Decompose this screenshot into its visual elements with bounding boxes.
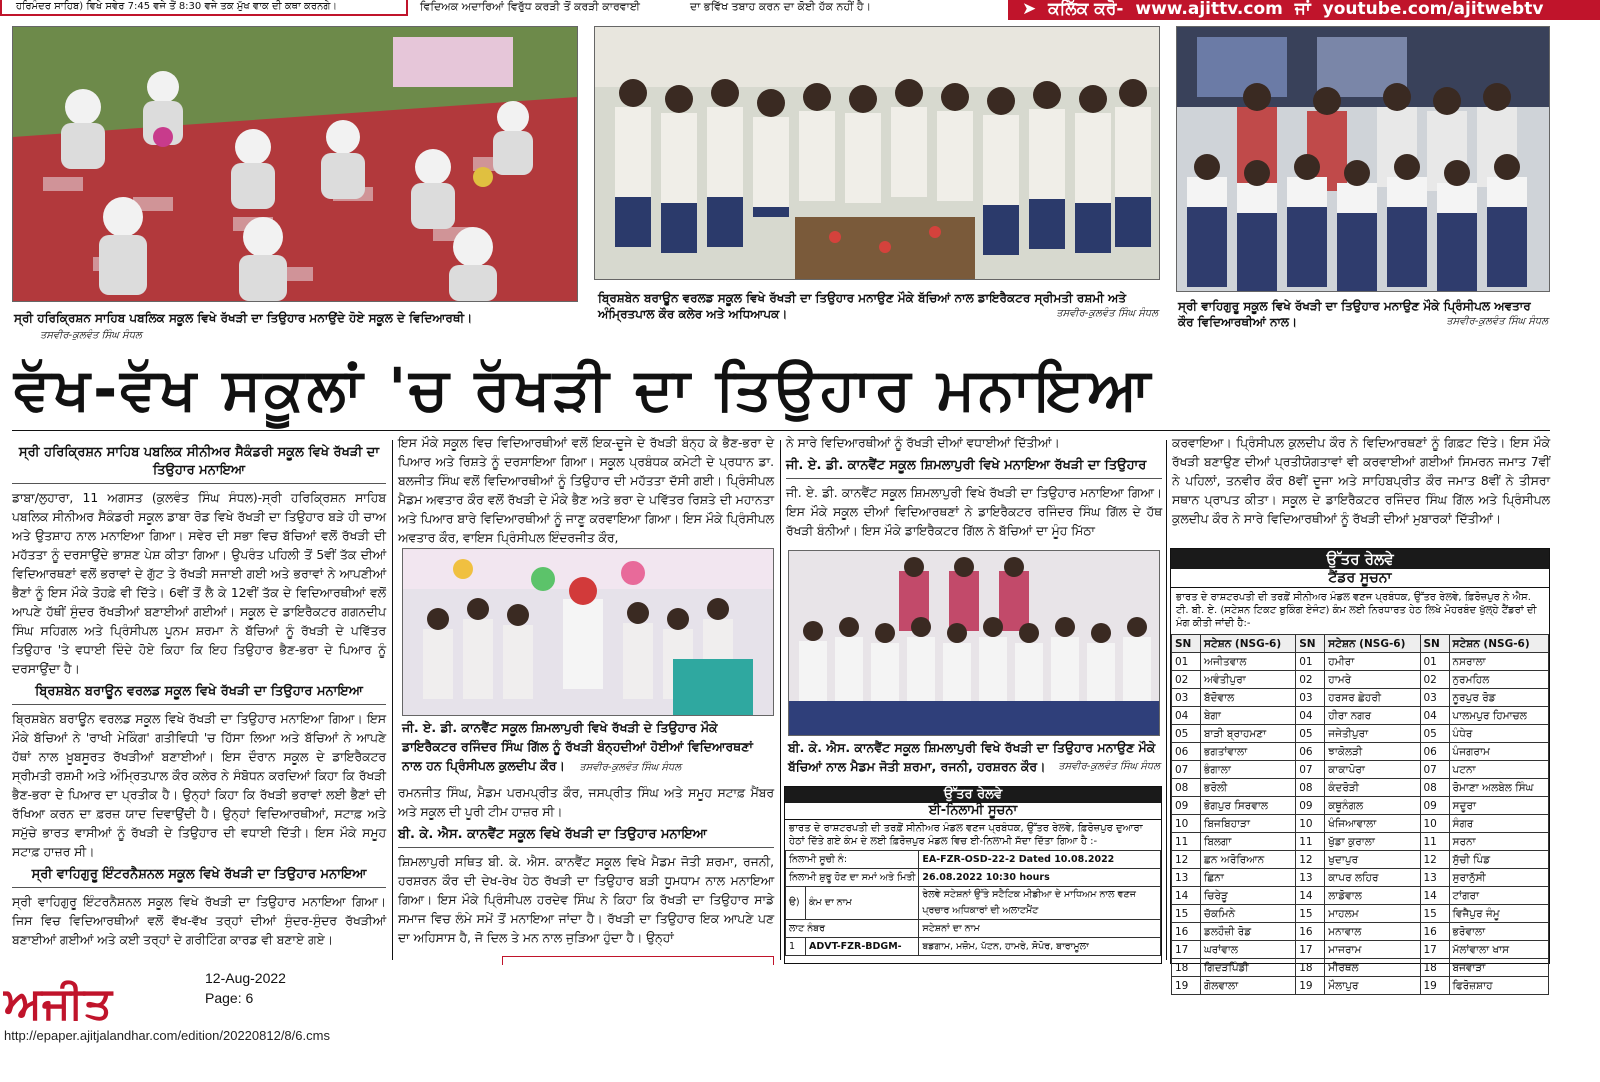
tender-table-body (1172, 653, 1549, 995)
station-sn: 07 (1296, 761, 1325, 779)
page-number: Page: 6 (205, 990, 254, 1006)
station-name: ਟਾਂਗਰਾ (1449, 887, 1549, 905)
railway-tender-notice (1170, 548, 1550, 992)
station-name: ਝਾਕੋਲੜੀ (1325, 743, 1420, 761)
headline-rule (12, 430, 1550, 431)
auction-intro: ਭਾਰਤ ਦੇ ਰਾਸ਼ਟਰਪਤੀ ਦੀ ਤਰਫ਼ੋਂ ਸੀਨੀਅਰ ਮੰਡਲ ਵਣਜ ਪ੍ਰਬੰਧਕ, ਉੱਤਰ ਰੇਲਵੇ, ਫ਼ਿਰੋਜ਼ਪੁਰ ਦੁਆਰਾ ਹੇਠਾਂ ਦਿੱਤੇ ਗਏ ਕੰਮ ਦੇ ਲਈ ਫ਼ਿਰੋਜ਼ਪੁਰ ਮੰਡਲ ਵਿਚ ਈ-ਨਿਲਾਮੀ ਸੱਦਾ ਦਿੱਤਾ ਗਿਆ ਹੈ :- (789, 823, 1143, 847)
table-row (786, 920, 1161, 938)
top-strip-text-1: ਵਿਦਿਅਕ ਅਦਾਰਿਆਂ ਵਿਰੁੱਧ ਕਰੜੀ ਤੋਂ ਕਰੜੀ ਕਾਰਵਾਈ (420, 0, 641, 13)
station-sn: 12 (1420, 851, 1449, 869)
station-name: ਸਦੂਰਾ (1449, 797, 1549, 815)
station-sn: 17 (1296, 941, 1325, 959)
station-sn: 05 (1296, 725, 1325, 743)
station-sn: 04 (1420, 707, 1449, 725)
station-sn: 01 (1420, 653, 1449, 671)
station-name: ਬਿਲਗਾ (1201, 833, 1296, 851)
station-name: ਸੰਗਰ (1449, 815, 1549, 833)
photo-brisbane-brown-group (594, 26, 1160, 280)
tender-intro: ਭਾਰਤ ਦੇ ਰਾਸ਼ਟਰਪਤੀ ਦੀ ਤਰਫ਼ੋਂ ਸੀਨੀਅਰ ਮੰਡਲ ਵਣਜ ਪ੍ਰਬੰਧਕ, ਉੱਤਰ ਰੇਲਵੇ, ਫ਼ਿਰੋਜ਼ਪੁਰ ਨੇ ਐਸ. ਟੀ. ਬੀ. ਏ. (ਸਟੇਸ਼ਨ ਟਿਕਟ ਬੁਕਿੰਗ ਏਜੰਟ) ਕੰਮ ਲਈ ਨਿਰਧਾਰਤ ਹੇਠ ਲਿਖੇ ਮੋਹਰਬੰਦ ਖੁੱਲ੍ਹੇ ਟੈਂਡਰਾਂ ਦੀ ਮੰਗ ਕੀਤੀ ਜਾਂਦੀ ਹੈ:- (1176, 592, 1537, 629)
auction-lot-stations: ਬਡਗਾਮ, ਮਜ਼ੋਮ, ਪੱਟਨ, ਹਾਮਰੇ, ਸੋਪੋਰ, ਬਾਰਾਮੂਲਾ (919, 938, 1161, 956)
pointer-arrow-icon: ➤ (1022, 0, 1037, 19)
table-row (1172, 743, 1549, 761)
station-sn: 06 (1420, 743, 1449, 761)
photo-bks-convent-group (788, 550, 1160, 736)
table-row (1172, 671, 1549, 689)
station-name: ਖੁੱਡਾ ਕੁਰਾਲਾ (1325, 833, 1420, 851)
station-sn: 02 (1296, 671, 1325, 689)
station-sn: 04 (1172, 707, 1201, 725)
ajittv-banner (1008, 0, 1600, 20)
station-name: ਪਾਲਮਪੁਰ ਹਿਮਾਚਲ (1449, 707, 1549, 725)
table-row (1172, 923, 1549, 941)
station-name: ਪਟਨਾ (1449, 761, 1549, 779)
station-name: ਨਸਰਾਲਾ (1449, 653, 1549, 671)
station-name: ਖੰਜਿਆਵਾਲਾ (1325, 815, 1420, 833)
station-name: ਬਜਵਾੜਾ (1449, 959, 1549, 977)
column-2-lower (398, 784, 774, 956)
article-paragraph: ਰਮਨਜੀਤ ਸਿੰਘ, ਮੈਡਮ ਪਰਮਪ੍ਰੀਤ ਕੌਰ, ਜਸਪ੍ਰੀਤ ਸਿੰਘ ਅਤੇ ਸਮੂਹ ਸਟਾਫ਼ ਮੈਂਬਰ ਅਤੇ ਸਕੂਲ ਦੀ ਪੂਰੀ ਟੀਮ ਹਾਜ਼ਰ ਸੀ। (398, 786, 774, 819)
station-name: ਬਾੜੀ ਬ੍ਰਾਹਮਣਾ (1201, 725, 1296, 743)
table-row (786, 869, 1161, 887)
station-sn: 12 (1172, 851, 1201, 869)
station-sn: 06 (1296, 743, 1325, 761)
photo-credit-1: ਤਸਵੀਰ-ਕੁਲਵੰਤ ਸਿੰਘ ਸੰਧਲ (40, 330, 142, 341)
column-divider (1166, 440, 1167, 960)
table-row (786, 851, 1161, 869)
column-2 (398, 434, 774, 546)
station-name: ਮੱਲਾਂਵਾਲਾ ਖਾਸ (1449, 941, 1549, 959)
article-paragraph: ਸ੍ਰੀ ਵਾਹਿਗੁਰੂ ਇੰਟਰਨੈਸ਼ਨਲ ਸਕੂਲ ਵਿਖੇ ਰੱਖੜੀ ਦਾ ਤਿਉਹਾਰ ਮਨਾਇਆ ਗਿਆ। ਜਿਸ ਵਿਚ ਵਿਦਿਆਰਥੀਆਂ ਵਲੋਂ ਵੱਖ-ਵੱਖ ਤਰ੍ਹਾਂ ਦੀਆਂ ਸੁੰਦਰ-ਸੁੰਦਰ ਰੱਖੜੀਆਂ ਬਣਾਈਆਂ ਗਈਆਂ ਅਤੇ ਕਈ ਤਰ੍ਹਾਂ ਦੇ ਗਰੀਟਿੰਗ ਕਾਰਡ ਵੀ ਬਣਾਏ ਗਏ। (12, 895, 386, 947)
station-name: ਖੁਦਾਪੁਰ (1325, 851, 1420, 869)
column-3 (786, 434, 1162, 546)
station-name: ਅਜੀਤਵਾਲ (1201, 653, 1296, 671)
station-name: ਮਾਹਲਮ (1325, 905, 1420, 923)
top-notice-box: ਹਰਿਮੰਦਰ ਸਾਹਿਬ) ਵਿਖੇ ਸਵੇਰ 7:45 ਵਜੇ ਤੋਂ 8:30 ਵਜੇ ਤਕ ਮੁੱਖ ਵਾਕ ਦੀ ਕਥਾ ਕਰਨਗੇ। (0, 0, 408, 16)
col-header-station: ਸਟੇਸ਼ਨ (NSG-6) (1201, 635, 1296, 653)
station-name: ਭੋਗਪੁਰ ਸਿਰਵਾਲ (1201, 797, 1296, 815)
ajittv-link[interactable]: www.ajittv.com (1135, 0, 1283, 19)
station-sn: 07 (1172, 761, 1201, 779)
article-paragraph: ਇਸ ਮੌਕੇ ਸਕੂਲ ਵਿਚ ਵਿਦਿਆਰਥੀਆਂ ਵਲੋਂ ਇਕ-ਦੂਜੇ ਦੇ ਰੱਖੜੀ ਬੰਨ੍ਹ ਕੇ ਭੈਣ-ਭਰਾ ਦੇ ਪਿਆਰ ਅਤੇ ਰਿਸ਼ਤੇ ਨੂੰ ਦਰਸਾਇਆ ਗਿਆ। ਸਕੂਲ ਪ੍ਰਬੰਧਕ ਕਮੇਟੀ ਦੇ ਪ੍ਰਧਾਨ ਡਾ. ਬਲਜੀਤ ਸਿੰਘ ਵਲੋਂ ਵਿਦਿਆਰਥੀਆਂ ਨੂੰ ਤਿਉਹਾਰ ਦੀ ਮਹੱਤਤਾ ਦੱਸੀ ਗਈ। ਪ੍ਰਿੰਸੀਪਲ ਮੈਡਮ ਅਵਤਾਰ ਕੌਰ ਵਲੋਂ ਰੱਖੜੀ ਦੇ ਮੌਕੇ ਭੈਣ ਅਤੇ ਭਰਾ ਦੇ ਪਵਿੱਤਰ ਰਿਸ਼ਤੇ ਦੀ ਮਹਾਨਤਾ ਅਤੇ ਪਿਆਰ ਬਾਰੇ ਵਿਦਿਆਰਥੀਆਂ ਨੂੰ ਜਾਣੂ ਕਰਵਾਇਆ ਗਿਆ। ਇਸ ਮੌਕੇ ਪ੍ਰਿੰਸੀਪਲ ਅਵਤਾਰ ਕੌਰ, ਵਾਇਸ ਪ੍ਰਿੰਸੀਪਲ ਇੰਦਰਜੀਤ ਕੌਰ, (398, 436, 774, 545)
auction-work-label: ਕੰਮ ਦਾ ਨਾਮ (806, 887, 919, 920)
station-sn: 09 (1420, 797, 1449, 815)
table-row (1172, 689, 1549, 707)
article-paragraph: ਬ੍ਰਿਸ਼ਬੇਨ ਬਰਾਊਨ ਵਰਲਡ ਸਕੂਲ ਵਿਖੇ ਰੱਖੜੀ ਦਾ ਤਿਉਹਾਰ ਮਨਾਇਆ ਗਿਆ। ਇਸ ਮੌਕੇ ਬੱਚਿਆਂ ਨੇ 'ਰਾਖੀ ਮੇਕਿੰਗ' ਗਤੀਵਿਧੀ 'ਚ ਹਿੱਸਾ ਲਿਆ ਅਤੇ ਬੱਚਿਆਂ ਨੇ ਆਪਣੇ ਹੱਥਾਂ ਨਾਲ ਖ਼ੂਬਸੂਰਤ ਰੱਖੜੀਆਂ ਬਣਾਈਆਂ। ਇਸ ਦੌਰਾਨ ਸਕੂਲ ਦੇ ਡਾਇਰੈਕਟਰ ਸ੍ਰੀਮਤੀ ਰਸ਼ਮੀ ਅਤੇ ਅੰਮ੍ਰਿਤਪਾਲ ਕੌਰ ਕਲੇਰ ਨੇ ਸੰਬੋਧਨ ਕਰਦਿਆਂ ਕਿਹਾ ਕਿ ਰੱਖੜੀ ਭੈਣ-ਭਰਾ ਦੇ ਪਿਆਰ ਦਾ ਪ੍ਰਤੀਕ ਹੈ। ਉਨ੍ਹਾਂ ਕਿਹਾ ਕਿ ਰੱਖੜੀ ਭਰਾਵਾਂ ਲਈ ਭੈਣਾਂ ਦੀ ਰੱਖਿਆ ਕਰਨ ਦਾ ਫ਼ਰਜ਼ ਯਾਦ ਦਿਵਾਉਂਦੀ ਹੈ। ਉਨ੍ਹਾਂ ਵਿਦਿਆਰਥੀਆਂ, ਸਟਾਫ਼ ਅਤੇ ਸਮੁੱਚੇ ਭਾਰਤ ਵਾਸੀਆਂ ਨੂੰ ਰੱਖੜੀ ਦੇ ਤਿਉਹਾਰ ਦੀ ਵਧਾਈ ਦਿੱਤੀ। ਇਸ ਮੌਕੇ ਸਮੂਹ ਸਟਾਫ਼ ਹਾਜ਼ਰ ਸੀ। (12, 712, 386, 859)
photo-children-rakhi-floor (12, 26, 578, 302)
table-row (1172, 797, 1549, 815)
auction-lot-label: ਲਾਟ ਨੰਬਰ (786, 920, 919, 938)
station-sn: 16 (1420, 923, 1449, 941)
station-sn: 15 (1296, 905, 1325, 923)
article-paragraph: ਕਰਵਾਇਆ। ਪ੍ਰਿੰਸੀਪਲ ਕੁਲਦੀਪ ਕੌਰ ਨੇ ਵਿਦਿਆਰਥਣਾਂ ਨੂੰ ਗਿਫ਼ਟ ਦਿੱਤੇ। ਇਸ ਮੌਕੇ ਰੱਖੜੀ ਬਣਾਉਣ ਦੀਆਂ ਪ੍ਰਤੀਯੋਗਤਾਵਾਂ ਵੀ ਕਰਵਾਈਆਂ ਗਈਆਂ ਸਿਮਰਨ ਜਮਾਤ 7ਵੀਂ ਨੇ ਪਹਿਲਾਂ, ਤਨਵੀਰ ਕੌਰ 8ਵੀਂ ਦੂਜਾ ਅਤੇ ਸਾਹਿਬਪ੍ਰੀਤ ਕੌਰ ਜਮਾਤ 8ਵੀਂ ਨੇ ਤੀਸਰਾ ਸਥਾਨ ਪ੍ਰਾਪਤ ਕੀਤਾ। ਸਕੂਲ ਦੇ ਡਾਇਰੈਕਟਰ ਰਜਿੰਦਰ ਸਿੰਘ ਗਿੱਲ ਅਤੇ ਪ੍ਰਿੰਸੀਪਲ ਕੁਲਦੀਪ ਕੌਰ ਨੇ ਸਾਰੇ ਵਿਦਿਆਰਥੀਆਂ ਨੂੰ ਰੱਖੜੀ ਦੀਆਂ ਮੁਬਾਰਕਾਂ ਦਿੱਤੀਆਂ। (1172, 436, 1550, 526)
station-sn: 05 (1172, 725, 1201, 743)
station-sn: 01 (1172, 653, 1201, 671)
subheading-harikrishan-school: ਸ੍ਰੀ ਹਰਿਕ੍ਰਿਸ਼ਨ ਸਾਹਿਬ ਪਬਲਿਕ ਸੀਨੀਅਰ ਸੈਕੰਡਰੀ ਸਕੂਲ ਵਿਖੇ ਰੱਖੜੀ ਦਾ ਤਿਉਹਾਰ ਮਨਾਇਆ (12, 444, 386, 484)
photo-caption-1-text: ਸ੍ਰੀ ਹਰਿਕ੍ਰਿਸ਼ਨ ਸਾਹਿਬ ਪਬਲਿਕ ਸਕੂਲ ਵਿਖੇ ਰੱਖੜੀ ਦਾ ਤਿਉਹਾਰ ਮਨਾਉਂਦੇ ਹੋਏ ਸਕੂਲ ਦੇ ਵਿਦਿਆਰਥੀ। (14, 311, 473, 325)
station-name: ਭੰਗਾਲਾ (1201, 761, 1296, 779)
station-sn: 17 (1420, 941, 1449, 959)
station-name: ਚੱਕਮਿਨੇ (1201, 905, 1296, 923)
station-sn: 19 (1172, 977, 1201, 995)
station-sn: 08 (1296, 779, 1325, 797)
auction-subhead: ਈ-ਨਿਲਾਮੀ ਸੂਚਨਾ (785, 803, 1161, 820)
ajit-logo (2, 978, 190, 1029)
col-header-station: ਸਟੇਸ਼ਨ (NSG-6) (1449, 635, 1549, 653)
table-row (786, 938, 1161, 956)
youtube-link[interactable]: youtube.com/ajitwebtv (1322, 0, 1544, 19)
station-name: ਗੋਲਵਾਲਾ (1201, 977, 1296, 995)
station-name: ਰੋਮਾਣਾ ਅਲਬੇਲ ਸਿੰਘ (1449, 779, 1549, 797)
station-sn: 07 (1420, 761, 1449, 779)
column-1 (12, 440, 386, 960)
photo-gad-convent-rakhi (402, 548, 774, 716)
table-header-row (1172, 635, 1549, 653)
station-name: ਹਮੀਰਾ (1325, 653, 1420, 671)
photo-caption-2-text: ਬ੍ਰਿਸ਼ਬੇਨ ਬਰਾਊਨ ਵਰਲਡ ਸਕੂਲ ਵਿਖੇ ਰੱਖੜੀ ਦਾ ਤਿਉਹਾਰ ਮਨਾਉਣ ਮੌਕੇ ਬੱਚਿਆਂ ਨਾਲ ਡਾਇਰੈਕਟਰ ਸ੍ਰੀਮਤੀ ਰਸ਼ਮੀ ਅਤੇ ਅੰਮ੍ਰਿਤਪਾਲ ਕੌਰ ਕਲੇਰ ਅਤੇ ਅਧਿਆਪਕ। (598, 291, 1127, 321)
article-paragraph: ਡਾਬਾ/ਲੁਹਾਰਾ, 11 ਅਗਸਤ (ਕੁਲਵੰਤ ਸਿੰਘ ਸੰਧਲ)-ਸ੍ਰੀ ਹਰਿਕ੍ਰਿਸ਼ਨ ਸਾਹਿਬ ਪਬਲਿਕ ਸੀਨੀਅਰ ਸੈਕੰਡਰੀ ਸਕੂਲ ਡਾਬਾ ਰੋਡ ਵਿਖੇ ਰੱਖੜੀ ਦਾ ਤਿਉਹਾਰ ਬੜੇ ਹੀ ਚਾਅ ਅਤੇ ਉਤਸ਼ਾਹ ਨਾਲ ਮਨਾਇਆ ਗਿਆ। ਸਵੇਰ ਦੀ ਸਭਾ ਵਿਚ ਬੱਚਿਆਂ ਵਲੋਂ ਰੱਖੜੀ ਦੀ ਮਹੱਤਤਾ ਨੂੰ ਦਰਸਾਉਂਦੇ ਭਾਸ਼ਣ ਪੇਸ਼ ਕੀਤਾ ਗਿਆ। ਉਪਰੰਤ ਪਹਿਲੀ ਤੋਂ 5ਵੀਂ ਤੱਕ ਦੀਆਂ ਵਿਦਿਆਰਥਣਾਂ ਵਲੋਂ ਭਰਾਵਾਂ ਦੇ ਗੁੱਟ ਤੇ ਰੱਖੜੀ ਸਜਾਈ ਗਈ ਅਤੇ ਭਰਾਵਾਂ ਨੇ ਆਪਣੀਆਂ ਭੈਣਾਂ ਨੂੰ ਇਸ ਮੌਕੇ ਤੋਹਫ਼ੇ ਵੀ ਦਿੱਤੇ। 6ਵੀਂ ਤੋਂ ਲੈ ਕੇ 12ਵੀਂ ਤੱਕ ਦੇ ਵਿਦਿਆਰਥੀਆਂ ਵਲੋਂ ਆਪਣੇ ਹੱਥੀਂ ਸੁੰਦਰ ਰੱਖੜੀਆਂ ਬਣਾਈਆਂ ਗਈਆਂ। ਸਕੂਲ ਦੇ ਡਾਇਰੈਕਟਰ ਗਗਨਦੀਪ ਸਿੰਘ ਸਹਿਗਲ ਅਤੇ ਪ੍ਰਿੰਸੀਪਲ ਪੂਨਮ ਸ਼ਰਮਾ ਨੇ ਬੱਚਿਆਂ ਨੂੰ ਰੱਖੜੀ ਦੇ ਪਵਿੱਤਰ ਤਿਉਹਾਰ 'ਤੇ ਵਧਾਈ ਦਿੰਦੇ ਹੋਏ ਕਿਹਾ ਕਿ ਇਹ ਤਿਉਹਾਰ ਭੈਣ-ਭਰਾ ਦੇ ਪਿਆਰ ਨੂੰ ਦਰਸਾਉਂਦਾ ਹੈ। (12, 491, 386, 676)
station-name: ਭਰੋਵਾਲਾ (1449, 923, 1549, 941)
main-headline: ਵੱਖ-ਵੱਖ ਸਕੂਲਾਂ 'ਚ ਰੱਖੜੀ ਦਾ ਤਿਉਹਾਰ ਮਨਾਇਆ (14, 355, 1154, 423)
station-sn: 16 (1172, 923, 1201, 941)
auction-head: ਉੱਤਰ ਰੇਲਵੇ (785, 787, 1161, 803)
photo-caption-3-text: ਸ੍ਰੀ ਵਾਹਿਗੁਰੂ ਸਕੂਲ ਵਿਖੇ ਰੱਖੜੀ ਦਾ ਤਿਉਹਾਰ ਮਨਾਉਣ ਮੌਕੇ ਪ੍ਰਿੰਸੀਪਲ ਅਵਤਾਰ ਕੌਰ ਵਿਦਿਆਰਥੀਆਂ ਨਾਲ। (1178, 299, 1531, 329)
station-sn: 13 (1296, 869, 1325, 887)
station-name: ਪੰਜਗਰਾਮ (1449, 743, 1549, 761)
photo-caption-bks-text: ਬੀ. ਕੇ. ਐਸ. ਕਾਨਵੈਂਟ ਸਕੂਲ ਸ਼ਿਮਲਾਪੁਰੀ ਵਿਖੇ ਰੱਖੜੀ ਦਾ ਤਿਉਹਾਰ ਮਨਾਉਣ ਮੌਕੇ ਬੱਚਿਆਂ ਨਾਲ ਮੈਡਮ ਜੋਤੀ ਸ਼ਰਮਾ, ਰਜਨੀ, ਹਰਸ਼ਰਨ ਕੌਰ। (788, 740, 1156, 774)
station-name: ਹਾਮਰੇ (1325, 671, 1420, 689)
station-name: ਕਥੂਨੰਗਲ (1325, 797, 1420, 815)
station-sn: 12 (1296, 851, 1325, 869)
station-sn: 10 (1420, 815, 1449, 833)
station-sn: 18 (1420, 959, 1449, 977)
photo-caption-gad-text: ਜੀ. ਏ. ਡੀ. ਕਾਨਵੈਂਟ ਸਕੂਲ ਸ਼ਿਮਲਾਪੁਰੀ ਵਿਖੇ ਰੱਖੜੀ ਦੇ ਤਿਉਹਾਰ ਮੌਕੇ ਡਾਇਰੈਕਟਰ ਰਜਿੰਦਰ ਸਿੰਘ ਗਿੱਲ ਨੂੰ ਰੱਖੜੀ ਬੰਨ੍ਹਦੀਆਂ ਹੋਈਆਂ ਵਿਦਿਆਰਥਣਾਂ ਨਾਲ ਹਨ ਪ੍ਰਿੰਸੀਪਲ ਕੁਲਦੀਪ ਕੌਰ। (402, 720, 753, 773)
auction-row-num: ੳ) (786, 887, 806, 920)
station-name: ਨੂਰਪੁਰ ਰੋਡ (1449, 689, 1549, 707)
station-name: ਨੁਰਮਹਿਲ (1449, 671, 1549, 689)
auction-start-value: 26.08.2022 10:30 hours (919, 869, 1161, 887)
table-row (1172, 941, 1549, 959)
station-name: ਸੁਰਾਨੁੱਸੀ (1449, 869, 1549, 887)
station-sn: 05 (1420, 725, 1449, 743)
station-sn: 02 (1172, 671, 1201, 689)
station-sn: 11 (1296, 833, 1325, 851)
photo-caption-2 (598, 290, 1158, 322)
station-name: ਭਗਤਾਂਵਾਲਾ (1201, 743, 1296, 761)
table-row (1172, 815, 1549, 833)
subheading-gad-convent: ਜੀ. ਏ. ਡੀ. ਕਾਨਵੈਂਟ ਸਕੂਲ ਸ਼ਿਮਲਾਪੁਰੀ ਵਿਖੇ ਮਨਾਇਆ ਰੱਖੜੀ ਦਾ ਤਿਉਹਾਰ (786, 457, 1162, 479)
photo-caption-gad-convent (402, 718, 774, 777)
column-divider (780, 440, 781, 960)
article-paragraph: ਸ਼ਿਮਲਾਪੁਰੀ ਸਥਿਤ ਬੀ. ਕੇ. ਐਸ. ਕਾਨਵੈਂਟ ਸਕੂਲ ਵਿਖੇ ਮੈਡਮ ਜੋਤੀ ਸ਼ਰਮਾ, ਰਜਨੀ, ਹਰਸ਼ਰਨ ਕੌਰ ਦੀ ਦੇਖ-ਰੇਖ ਹੇਠ ਰੱਖੜੀ ਦਾ ਤਿਉਹਾਰ ਬੜੀ ਧੂਮਧਾਮ ਨਾਲ ਮਨਾਇਆ ਗਿਆ। ਇਸ ਮੌਕੇ ਪ੍ਰਿੰਸੀਪਲ ਹਰਦੇਵ ਸਿੰਘ ਨੇ ਕਿਹਾ ਕਿ ਰੱਖੜੀ ਦਾ ਤਿਉਹਾਰ ਸਾਡੇ ਸਮਾਜ ਵਿਚ ਲੰਮੇ ਸਮੇਂ ਤੋਂ ਮਨਾਇਆ ਜਾਂਦਾ ਹੈ। ਰੱਖੜੀ ਦਾ ਤਿਉਹਾਰ ਇਕ ਆਪਣੇ ਪਣ ਦਾ ਅਹਿਸਾਸ ਹੈ, ਜੋ ਦਿਲ ਤੇ ਮਨ ਨਾਲ ਜੁੜਿਆ ਹੁੰਦਾ ਹੈ। ਉਨ੍ਹਾਂ (398, 855, 774, 945)
station-sn: 10 (1172, 815, 1201, 833)
station-name: ਲਾਡੋਵਾਲ (1325, 887, 1420, 905)
station-sn: 04 (1296, 707, 1325, 725)
station-sn: 11 (1420, 833, 1449, 851)
station-sn: 13 (1172, 869, 1201, 887)
photo-caption-3 (1178, 298, 1548, 330)
auction-lot-value: ਸਟੇਸ਼ਨਾਂ ਦਾ ਨਾਮ (919, 920, 1161, 938)
epaper-url[interactable]: http://epaper.ajitjalandhar.com/edition/20220812/8/6.cms (4, 1028, 330, 1043)
subheading-waheguru-international: ਸ੍ਰੀ ਵਾਹਿਗੁਰੂ ਇੰਟਰਨੈਸ਼ਨਲ ਸਕੂਲ ਵਿਖੇ ਰੱਖੜੀ ਦਾ ਤਿਉਹਾਰ ਮਨਾਇਆ (12, 866, 386, 888)
auction-table (785, 850, 1161, 956)
table-row (1172, 779, 1549, 797)
photo-credit-2: ਤਸਵੀਰ-ਕੁਲਵੰਤ ਸਿੰਘ ਸੰਧਲ (1056, 308, 1158, 319)
table-row (1172, 707, 1549, 725)
col-header-sn: SN (1296, 635, 1325, 653)
column-4 (1172, 434, 1550, 546)
ajit-logo-text: ਅਜੀਤ (4, 978, 112, 1029)
station-name: ਕਾਕਾਪੋਰਾ (1325, 761, 1420, 779)
click-label: ਕਲਿੱਕ ਕਰੋ- (1048, 0, 1124, 19)
station-name: ਹੀਰਾ ਨਗਰ (1325, 707, 1420, 725)
station-name: ਮਨਾਵਾਲ (1325, 923, 1420, 941)
station-sn: 15 (1172, 905, 1201, 923)
station-name: ਬੱਦੋਵਾਲ (1201, 689, 1296, 707)
station-name: ਮੌਲਾਪੁਰ (1325, 977, 1420, 995)
photo-credit-3: ਤਸਵੀਰ-ਕੁਲਵੰਤ ਸਿੰਘ ਸੰਧਲ (1446, 316, 1548, 327)
auction-list-label: ਨਿਲਾਮੀ ਸੂਚੀ ਨੰ: (786, 851, 919, 869)
photo-credit-gad: ਤਸਵੀਰ-ਕੁਲਵੰਤ ਸਿੰਘ ਸੰਧਲ (579, 762, 682, 773)
station-sn: 10 (1296, 815, 1325, 833)
tender-subhead: ਟੈਂਡਰ ਸੂਚਨਾ (1171, 569, 1549, 588)
station-sn: 01 (1296, 653, 1325, 671)
station-sn: 15 (1420, 905, 1449, 923)
station-sn: 19 (1296, 977, 1325, 995)
station-name: ਵਿਜੈਪੁਰ ਜੰਮੂ (1449, 905, 1549, 923)
station-name: ਹਰਸਰ ਛੇਹਰੀ (1325, 689, 1420, 707)
station-sn: 08 (1420, 779, 1449, 797)
cutoff-red-box (502, 956, 774, 965)
station-name: ਪੰਧੇਰ (1449, 725, 1549, 743)
column-divider (392, 440, 393, 960)
or-label: ਜਾਂ (1294, 0, 1311, 19)
subheading-bks-convent: ਬੀ. ਕੇ. ਐਸ. ਕਾਨਵੈਂਟ ਸਕੂਲ ਵਿਖੇ ਰੱਖੜੀ ਦਾ ਤਿਉਹਾਰ ਮਨਾਇਆ (398, 826, 774, 848)
col-header-sn: SN (1172, 635, 1201, 653)
station-name: ਮਾਜਰਾਮ (1325, 941, 1420, 959)
table-row (1172, 905, 1549, 923)
station-sn: 19 (1420, 977, 1449, 995)
station-name: ਕਾਪਰ ਲਹਿਰ (1325, 869, 1420, 887)
station-sn: 03 (1420, 689, 1449, 707)
railway-auction-notice (784, 786, 1162, 964)
table-row (1172, 887, 1549, 905)
tender-head: ਉੱਤਰ ਰੇਲਵੇ (1171, 549, 1549, 569)
station-name: ਕੰਦਰੋੜੀ (1325, 779, 1420, 797)
station-name: ਜਜੇਤੀਪੁਰਾ (1325, 725, 1420, 743)
photo-waheguru-school-group (1176, 26, 1550, 292)
table-row (1172, 725, 1549, 743)
col-header-station: ਸਟੇਸ਼ਨ (NSG-6) (1325, 635, 1420, 653)
station-sn: 13 (1420, 869, 1449, 887)
station-name: ਘਰਾਂਵਾਲ (1201, 941, 1296, 959)
station-name: ਸਰਨਾ (1449, 833, 1549, 851)
col-header-sn: SN (1420, 635, 1449, 653)
top-strip (0, 0, 1600, 20)
station-name: ਸੁੱਚੀ ਪਿੰਡ (1449, 851, 1549, 869)
station-sn: 09 (1172, 797, 1201, 815)
station-name: ਮੀਰਥਲ (1325, 959, 1420, 977)
station-name: ਚਿਰੇੜੂ (1201, 887, 1296, 905)
station-sn: 14 (1296, 887, 1325, 905)
station-name: ਛਨ ਅਰੋਰਿਆਨ (1201, 851, 1296, 869)
auction-list-value: EA-FZR-OSD-22-2 Dated 10.08.2022 (919, 851, 1161, 869)
station-sn: 14 (1172, 887, 1201, 905)
tender-stations-table (1171, 634, 1549, 995)
subheading-brisbane-brown: ਬ੍ਰਿਸ਼ਬੇਨ ਬਰਾਊਨ ਵਰਲਡ ਸਕੂਲ ਵਿਖੇ ਰੱਖੜੀ ਦਾ ਤਿਉਹਾਰ ਮਨਾਇਆ (12, 683, 386, 705)
table-row (1172, 977, 1549, 995)
table-row (1172, 653, 1549, 671)
table-row (1172, 869, 1549, 887)
station-sn: 02 (1420, 671, 1449, 689)
auction-work-value: ਰੇਲਵੇ ਸਟੇਸ਼ਨਾਂ ਉੱਤੇ ਸਟੈਟਿਕ ਮੀਡੀਆ ਦੇ ਮਾਧਿਅਮ ਨਾਲ ਵਣਜ ਪ੍ਰਚਾਰ ਅਧਿਕਾਰਾਂ ਦੀ ਅਲਾਟਮੈਂਟ (919, 887, 1161, 920)
article-paragraph: ਜੀ. ਏ. ਡੀ. ਕਾਨਵੈਂਟ ਸਕੂਲ ਸ਼ਿਮਲਾਪੁਰੀ ਵਿਖੇ ਰੱਖੜੀ ਦਾ ਤਿਉਹਾਰ ਮਨਾਇਆ ਗਿਆ। ਇਸ ਮੌਕੇ ਸਕੂਲ ਦੀਆਂ ਵਿਦਿਆਰਥਣਾਂ ਨੇ ਡਾਇਰੈਕਟਰ ਰਜਿੰਦਰ ਸਿੰਘ ਗਿੱਲ ਦੇ ਹੱਥ ਰੱਖੜੀ ਬੰਨੀਆਂ। ਇਸ ਮੌਕੇ ਡਾਇਰੈਕਟਰ ਗਿੱਲ ਨੇ ਬੱਚਿਆਂ ਦਾ ਮੂੰਹ ਮਿੱਠਾ (786, 486, 1162, 538)
table-row (1172, 833, 1549, 851)
station-name: ਛਿਨਾ (1201, 869, 1296, 887)
station-name: ਡਲਹੌਜ਼ੀ ਰੋਡ (1201, 923, 1296, 941)
station-sn: 18 (1296, 959, 1325, 977)
article-paragraph: ਨੇ ਸਾਰੇ ਵਿਦਿਆਰਥੀਆਂ ਨੂੰ ਰੱਖੜੀ ਦੀਆਂ ਵਧਾਈਆਂ ਦਿੱਤੀਆਂ। (786, 436, 1060, 450)
table-row (1172, 959, 1549, 977)
auction-lot-num: 1 (786, 938, 806, 956)
station-name: ਫਿਰੋਜ਼ਸ਼ਾਹ (1449, 977, 1549, 995)
station-sn: 11 (1172, 833, 1201, 851)
auction-start-label: ਨਿਲਾਮੀ ਸ਼ੁਰੂ ਹੋਣ ਦਾ ਸਮਾਂ ਅਤੇ ਮਿਤੀ (786, 869, 919, 887)
station-sn: 18 (1172, 959, 1201, 977)
edition-date: 12-Aug-2022 (205, 970, 286, 986)
table-row (1172, 761, 1549, 779)
top-strip-text-2: ਦਾ ਭਵਿੱਖ ਤਬਾਹ ਕਰਨ ਦਾ ਕੋਈ ਹੱਕ ਨਹੀਂ ਹੈ। (690, 0, 872, 13)
photo-caption-1 (14, 310, 576, 344)
table-row (786, 887, 1161, 920)
station-sn: 06 (1172, 743, 1201, 761)
station-name: ਗਿਦੜਪਿੰਡੀ (1201, 959, 1296, 977)
station-name: ਅਵੰਤੀਪੁਰਾ (1201, 671, 1296, 689)
station-sn: 08 (1172, 779, 1201, 797)
station-sn: 03 (1172, 689, 1201, 707)
photo-caption-bks-convent (788, 738, 1160, 776)
station-sn: 14 (1420, 887, 1449, 905)
station-sn: 17 (1172, 941, 1201, 959)
auction-lot-code: ADVT-FZR-BDGM- (806, 938, 919, 956)
photo-credit-bks: ਤਸਵੀਰ-ਕੁਲਵੰਤ ਸਿੰਘ ਸੰਧਲ (1058, 761, 1160, 772)
table-row (1172, 851, 1549, 869)
station-sn: 09 (1296, 797, 1325, 815)
station-sn: 03 (1296, 689, 1325, 707)
station-name: ਬੇਗਾ (1201, 707, 1296, 725)
station-name: ਭਰੋਲੀ (1201, 779, 1296, 797)
station-name: ਬਿਜਬਿਹਾੜਾ (1201, 815, 1296, 833)
station-sn: 16 (1296, 923, 1325, 941)
